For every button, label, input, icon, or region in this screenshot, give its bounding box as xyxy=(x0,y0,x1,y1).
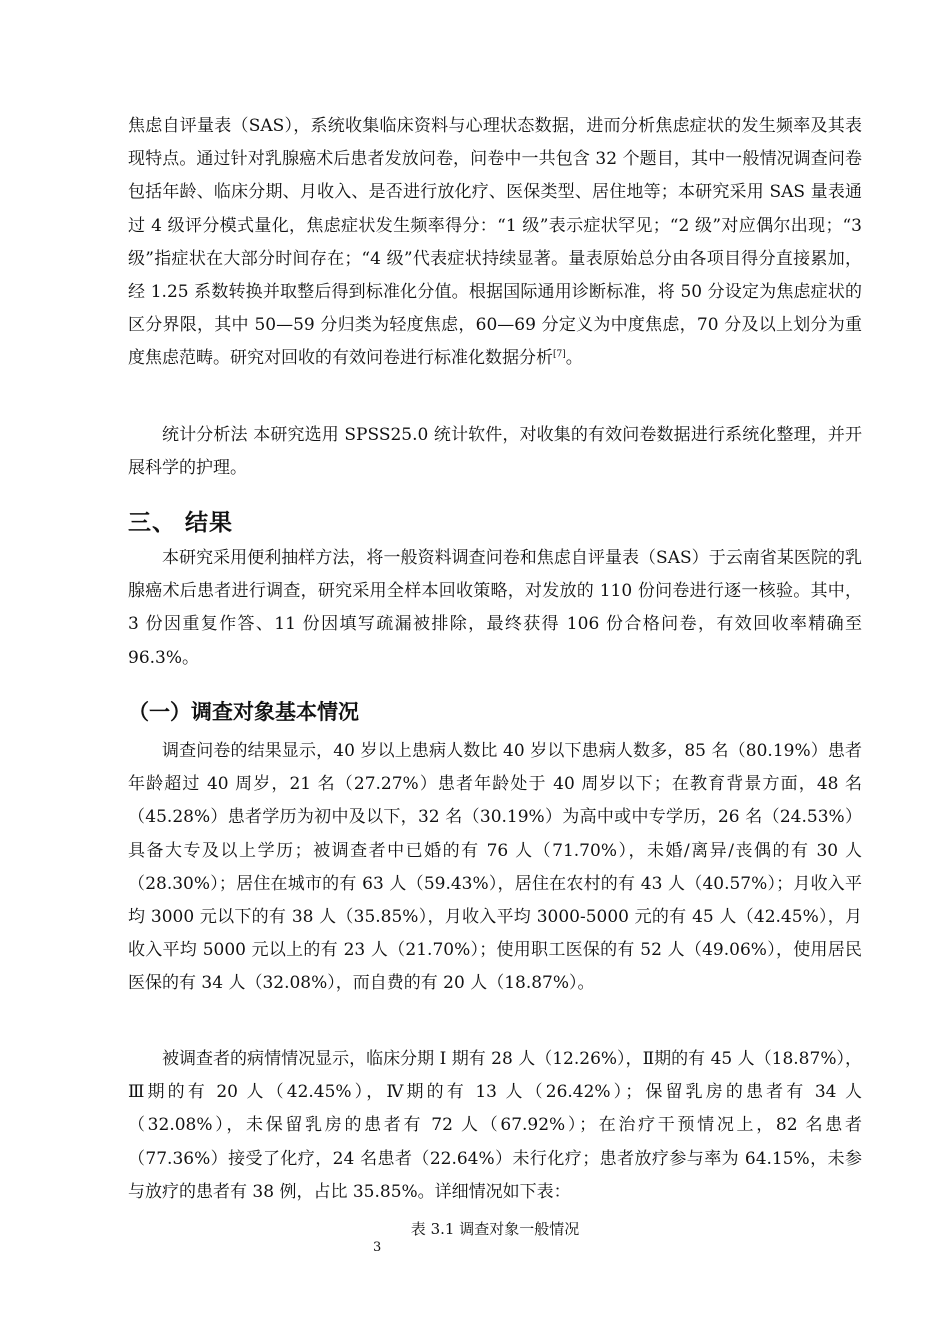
table-caption: 表 3.1 调查对象一般情况 xyxy=(410,1220,580,1238)
paragraph-statistics: 统计分析法 本研究选用 SPSS25.0 统计软件，对收集的有效问卷数据进行系统化整理，并开展科学的护理。 xyxy=(128,425,862,479)
paragraph-demographics: 调查问卷的结果显示，40 岁以上患病人数比 40 岁以下患病人数多，85 名（80.19%）患者年龄超过 40 周岁，21 名（27.27%）患者年龄处于 40 周岁以下；在教育背景方面，48 名（45.28%）患者学历为初中及以下，32 名（30.19%）为高中或中专学历，26 名（24.53%）具备大专及以上学历；被调查者中已婚的有 76 人（71.70%），未婚/离异/丧偶的有 30 人（28.30%）；居住在城市的有 63 人（59.43%），居住在农村的有 43 人（40.57%）；月收入平均 3000 元以下的有 38 人（35.85%），月收入平均 3000-5000 元的有 45 人（42.45%），月收入平均 5000 元以上的有 23 人（21.70%）；使用职工医保的有 52 人（49.06%），使用居民医保的有 34 人（32.08%），而自费的有 20 人（18.87%）。 xyxy=(128,741,862,994)
paragraph-end: 。 xyxy=(565,348,583,369)
page-number: 3 xyxy=(373,1240,382,1255)
subsection-heading-basic-info: （一）调查对象基本情况 xyxy=(128,700,359,724)
citation-reference: [7] xyxy=(553,349,566,360)
paragraph-clinical-status: 被调查者的病情情况显示，临床分期 I 期有 28 人（12.26%），Ⅱ期的有 45 人（18.87%），Ⅲ期的有 20 人（42.45%），Ⅳ期的有 13 人（26.42%）；保留乳房的患者有 34 人（32.08%），未保留乳房的患者有 72 人（67.92%）；在治疗干预情况上，82 名患者（77.36%）接受了化疗，24 名患者（22.64%）未行化疗；患者放疗参与率为 64.15%，未参与放疗的患者有 38 例，占比 35.85%。详细情况如下表： xyxy=(128,1049,862,1202)
paragraph-sampling: 本研究采用便利抽样方法，将一般资料调查问卷和焦虑自评量表（SAS）于云南省某医院的乳腺癌术后患者进行调查，研究采用全样本回收策略，对发放的 110 份问卷进行逐一核验。其中，3 份因重复作答、11 份因填写疏漏被排除，最终获得 106 份合格问卷，有效回收率精确至 96.3%。 xyxy=(128,548,862,668)
paragraph-sas-method xyxy=(128,110,862,376)
paragraph-text: 焦虑自评量表（SAS），系统收集临床资料与心理状态数据，进而分析焦虑症状的发生频率及其表现特点。通过针对乳腺癌术后患者发放问卷，问卷中一共包含 32 个题目，其中一般情况调查问卷包括年龄、临床分期、月收入、是否进行放化疗、医保类型、居住地等；本研究采用 SAS 量表通过 4 级评分模式量化，焦虑症状发生频率得分：“1 级”表示症状罕见；“2 级”对应偶尔出现；“3 级”指症状在大部分时间存在；“4 级”代表症状持续显著。量表原始总分由各项目得分直接累加，经 1.25 系数转换并取整后得到标准化分值。根据国际通用诊断标准，将 50 分设定为焦虑症状的区分界限，其中 50—59 分归类为轻度焦虑，60—69 分定义为中度焦虑，70 分及以上划分为重度焦虑范畴。研究对回收的有效问卷进行标准化数据分析 xyxy=(128,116,862,369)
section-heading-results: 三、 结果 xyxy=(128,510,234,536)
